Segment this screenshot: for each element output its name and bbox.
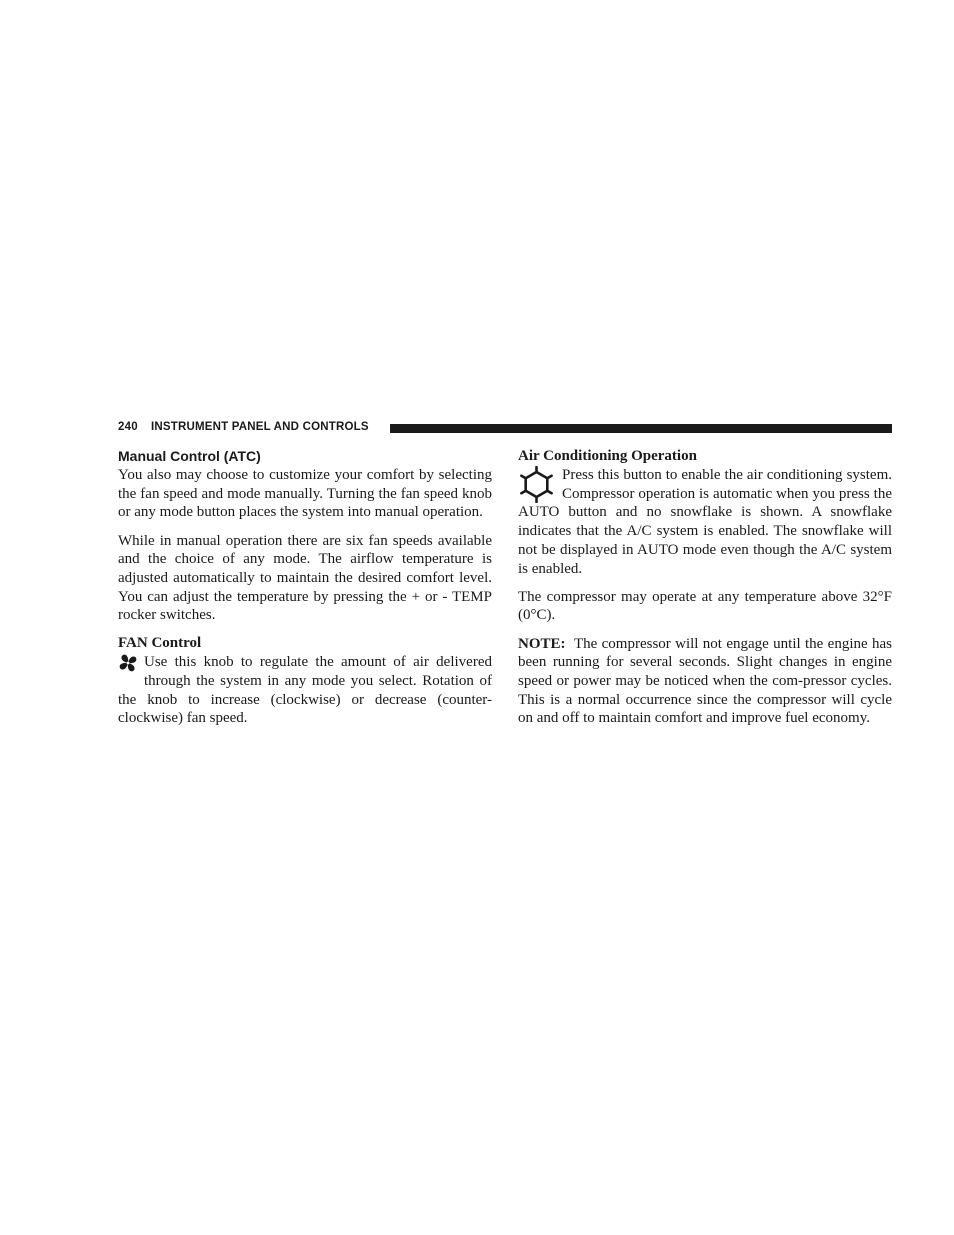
header-rule: [390, 424, 892, 433]
fan-control-paragraph: Use this knob to regulate the amount of air delivered through the system in any mode you select. Rotation of the knob to increase (clockwise) or decrease (counter-clockwise) fan speed.: [118, 654, 492, 727]
manual-paragraph-2: While in manual operation there are six fan speeds available and the choice of any mode. The airflow temperature is adjusted automatically to maintain the desired comfort level. You can adjust the temperature by pressing the + or - TEMP rocker switches.: [118, 532, 492, 624]
fan-icon: [118, 653, 138, 673]
left-column: [118, 447, 492, 728]
note-paragraph: [518, 635, 892, 729]
note-text: The compressor will not engage until the engine has been running for several seconds. Slight changes in engine speed or power may be noticed when the com-pressor cycles. This is a normal occurrence since the compressor will cycle on and off to maintain comfort and improve fuel economy.: [518, 635, 893, 727]
ac-operation-heading: Air Conditioning Operation: [518, 448, 697, 464]
compressor-temperature-paragraph: The compressor may operate at any temperature above 32°F (0°C).: [518, 588, 892, 624]
section-title: INSTRUMENT PANEL AND CONTROLS: [151, 421, 369, 433]
ac-operation-block: [518, 466, 892, 578]
fan-control-block: [118, 653, 492, 728]
manual-control-heading: Manual Control (ATC): [118, 448, 261, 464]
fan-control-heading: FAN Control: [118, 635, 202, 652]
snowflake-icon: [518, 466, 555, 503]
right-column: [518, 447, 892, 728]
ac-operation-paragraph: Press this button to enable the air conditioning system. Compressor operation is automatic when you press the AUTO button and no snowflake is shown. A snowflake indicates that the A/C system is enabled. The snowflake will not be displayed in AUTO mode even though the A/C system is enabled.: [518, 467, 892, 577]
page-number: 240: [118, 421, 138, 433]
page-header: [118, 420, 892, 436]
manual-paragraph-1: You also may choose to customize your comfort by selecting the fan speed and mode manually. Turning the fan speed knob or any mode button places the system into manual operation.: [118, 467, 492, 521]
note-label: NOTE:: [518, 635, 566, 652]
